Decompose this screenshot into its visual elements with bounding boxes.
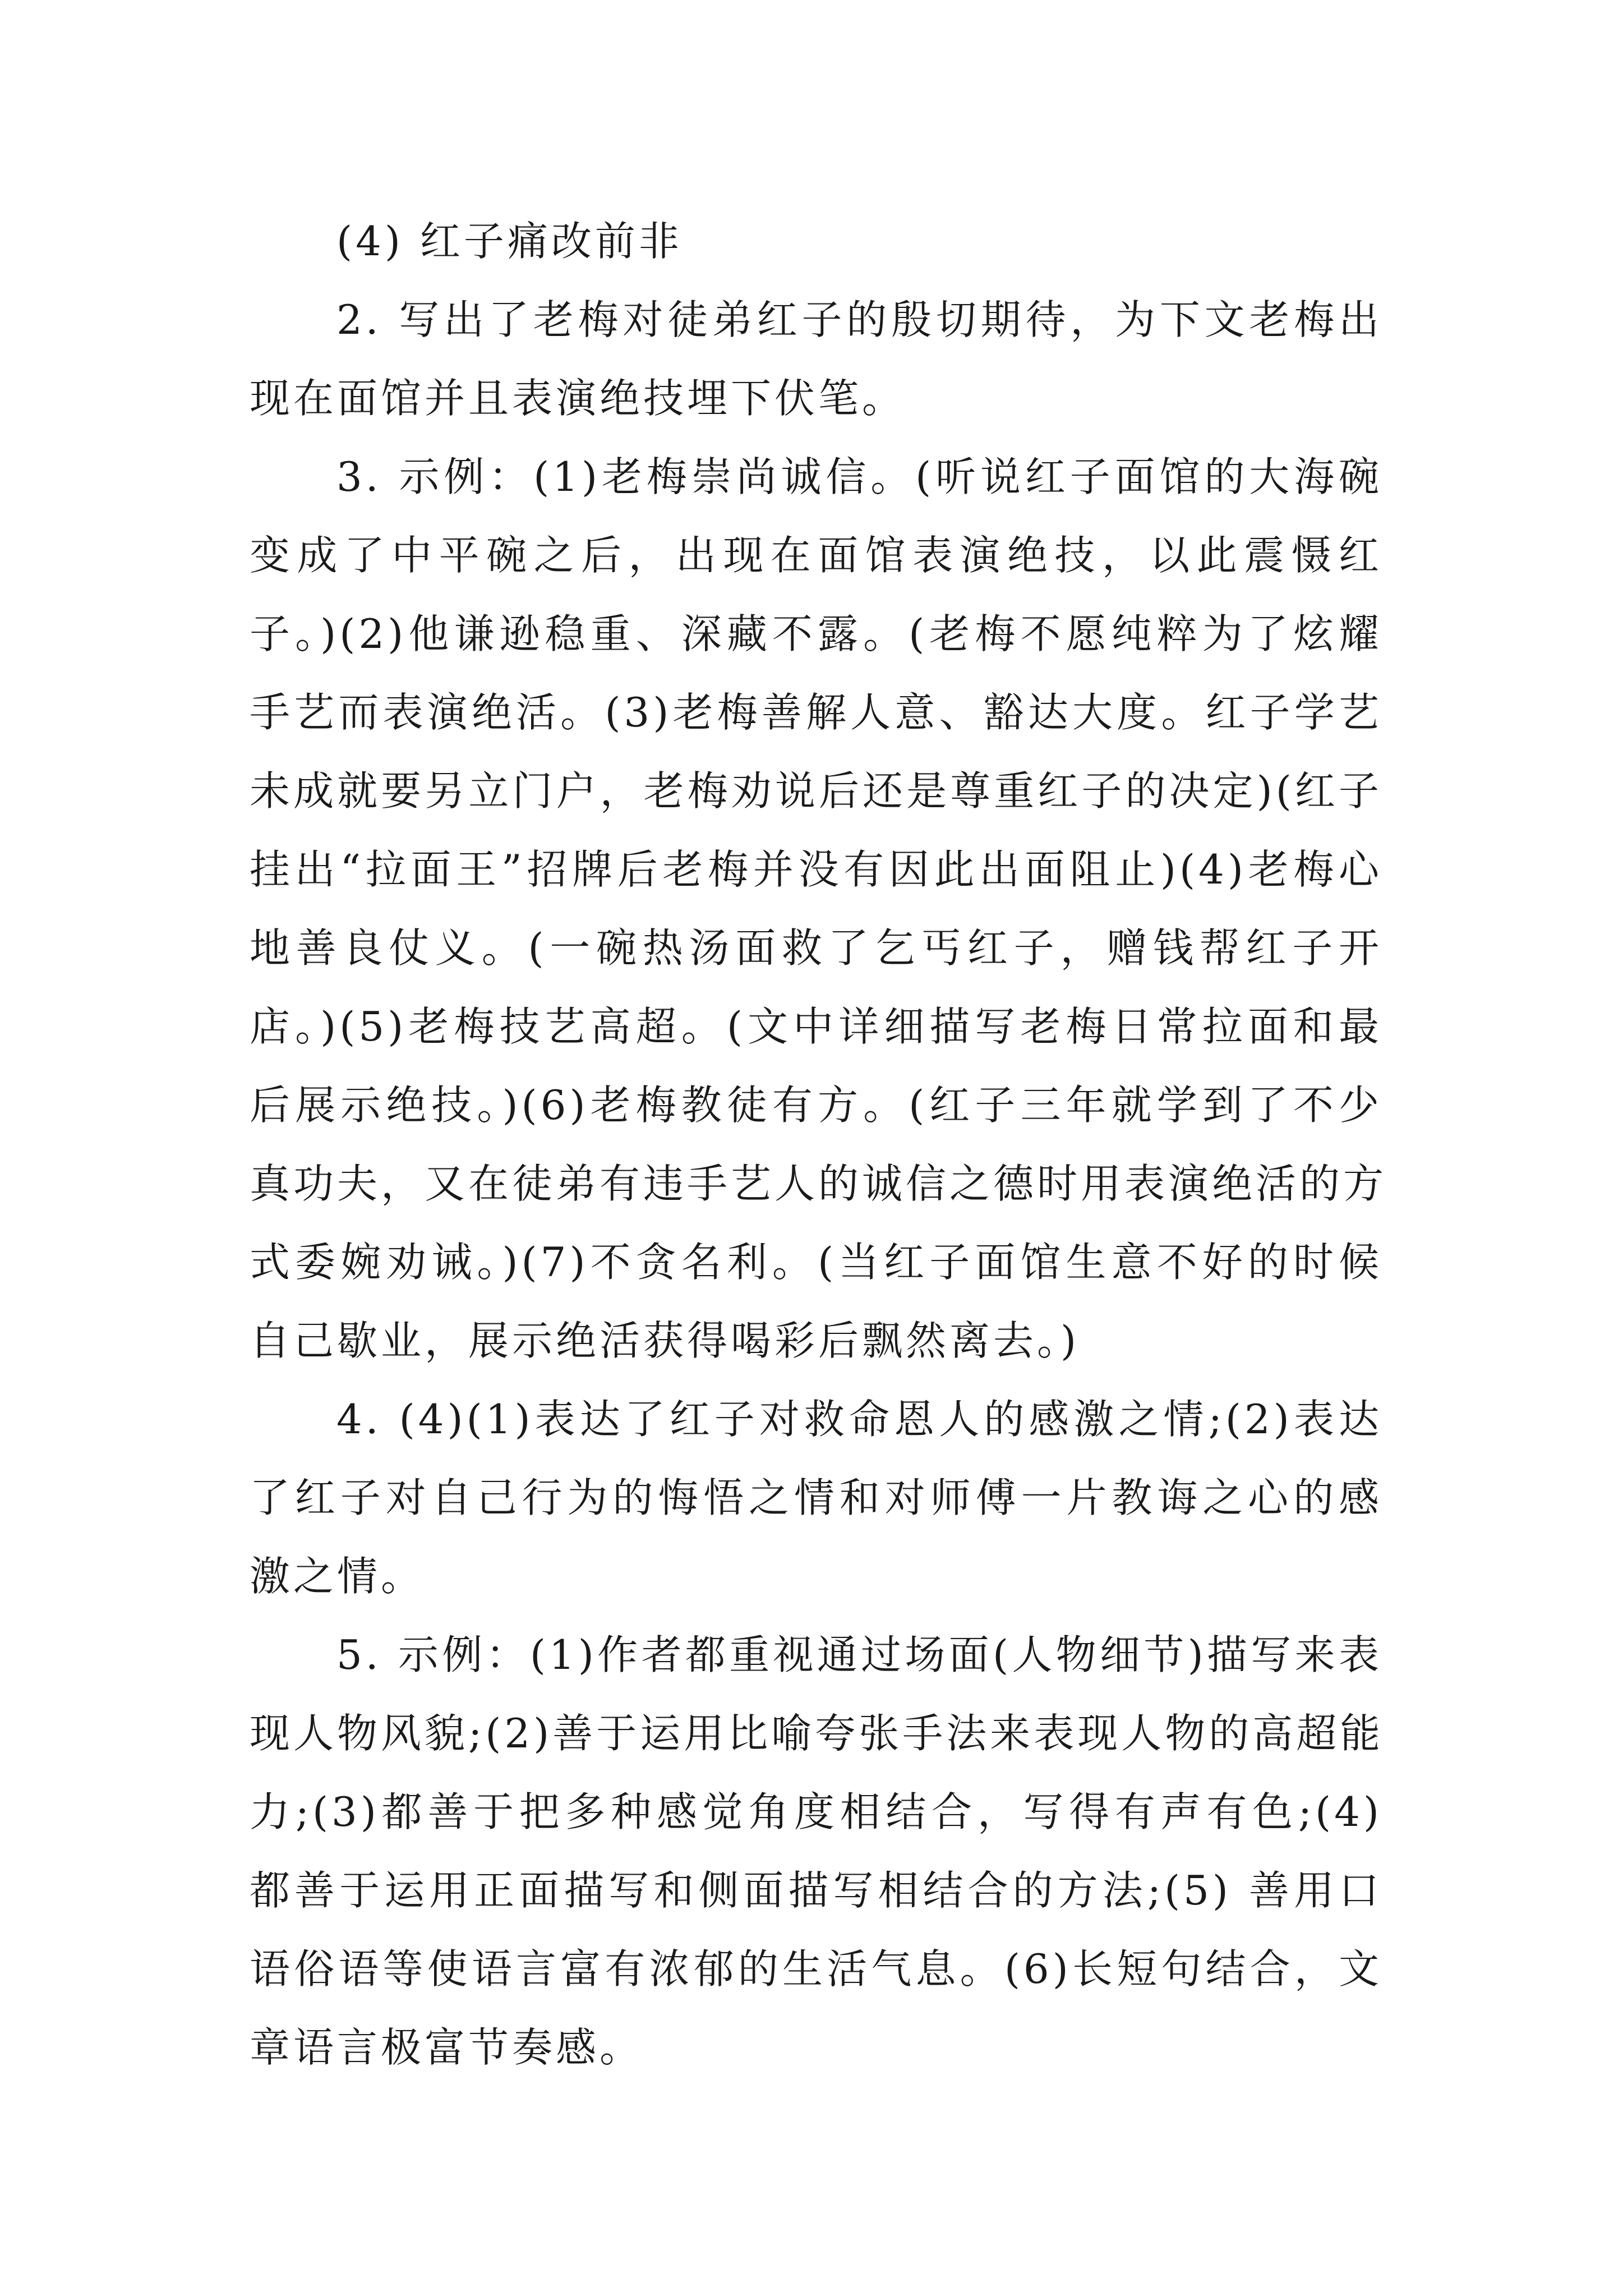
answer-3-line-2: 变成了中平碗之后，出现在面馆表演绝技，以此震慑红 [250, 532, 1382, 579]
answer-3-line-12: 自己歇业，展示绝活获得喝彩后飘然离去。) [250, 1317, 1080, 1364]
answer-text-body [250, 202, 1387, 2087]
answer-2-line-2: 现在面馆并且表演绝技埋下伏笔。 [250, 375, 906, 422]
answer-3-line-7: 地善良仗义。(一碗热汤面救了乞丐红子，赠钱帮红子开 [250, 924, 1382, 972]
answer-5-line-1: 5. 示例：(1)作者都重视通过场面(人物细节)描写来表 [336, 1631, 1382, 1678]
answer-3-line-9: 后展示绝技。)(6)老梅教徒有方。(红子三年就学到了不少 [250, 1082, 1382, 1129]
answer-4-line-3: 激之情。 [250, 1553, 425, 1600]
answer-3-line-1: 3. 示例：(1)老梅崇尚诚信。(听说红子面馆的大海碗 [336, 453, 1382, 500]
answer-3-line-4: 手艺而表演绝活。(3)老梅善解人意、豁达大度。红子学艺 [250, 689, 1382, 736]
answer-5-line-3: 力;(3)都善于把多种感觉角度相结合，写得有声有色;(4) [250, 1788, 1382, 1835]
answer-3-line-10: 真功夫，又在徒弟有违手艺人的诚信之德时用表演绝活的方 [250, 1160, 1387, 1207]
answer-1-option-4: (4) 红子痛改前非 [336, 218, 683, 265]
answer-3-line-11: 式委婉劝诫。)(7)不贪名利。(当红子面馆生意不好的时候 [250, 1239, 1382, 1286]
answer-5-line-6: 章语言极富节奏感。 [250, 2024, 644, 2071]
answer-3-line-3: 子。)(2)他谦逊稳重、深藏不露。(老梅不愿纯粹为了炫耀 [250, 610, 1382, 657]
answer-4-line-1: 4. (4)(1)表达了红子对救命恩人的感激之情;(2)表达 [336, 1396, 1382, 1443]
answer-3-line-5: 未成就要另立门户，老梅劝说后还是尊重红子的决定)(红子 [250, 767, 1382, 815]
answer-2-line-1: 2. 写出了老梅对徒弟红子的殷切期待，为下文老梅出 [336, 296, 1382, 343]
answer-3-line-8: 店。)(5)老梅技艺高超。(文中详细描写老梅日常拉面和最 [250, 1003, 1382, 1050]
answer-4-line-2: 了红子对自己行为的悔悟之情和对师傅一片教诲之心的感 [250, 1474, 1382, 1521]
answer-5-line-2: 现人物风貌;(2)善于运用比喻夸张手法来表现人物的高超能 [250, 1710, 1384, 1757]
answer-5-line-4: 都善于运用正面描写和侧面描写相结合的方法;(5) 善用口 [250, 1867, 1382, 1914]
answer-5-line-5: 语俗语等使语言富有浓郁的生活气息。(6)长短句结合，文 [250, 1945, 1382, 1993]
answer-3-line-6: 挂出“拉面王”招牌后老梅并没有因此出面阻止)(4)老梅心 [250, 846, 1382, 893]
